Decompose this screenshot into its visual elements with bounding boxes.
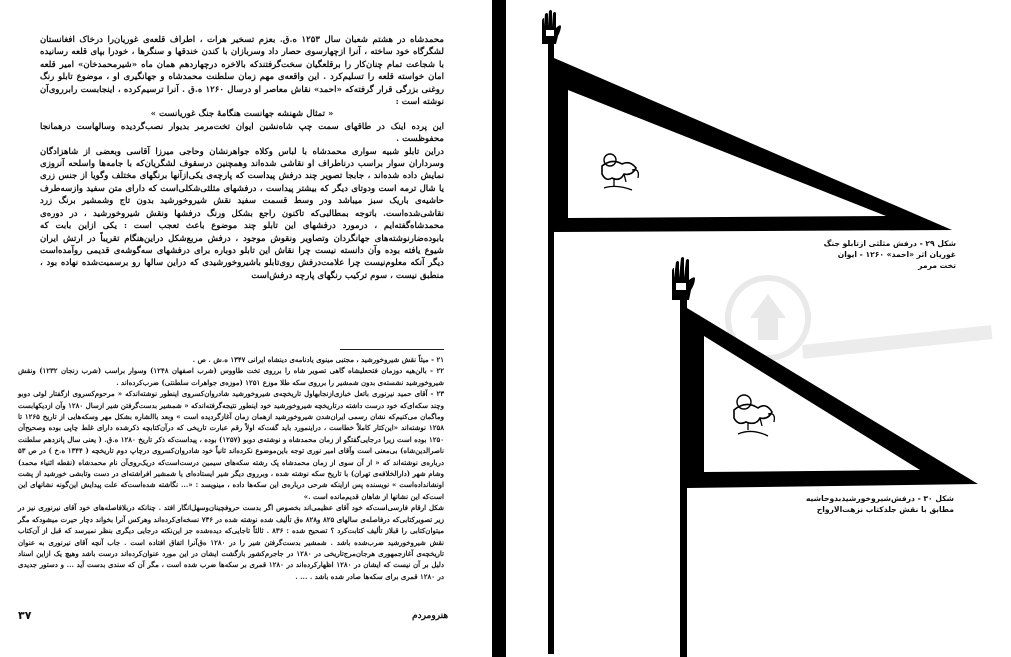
figure-caption-29 <box>806 238 956 271</box>
hand-finial-icon <box>542 10 561 44</box>
caption-line: شکل ۲۹ - درفش مثلثی ازتابلو جنگ <box>823 239 956 248</box>
footnotes <box>18 343 444 582</box>
caption-line: مطابق با نقش جلدکتاب نزهت‌الارواح <box>816 505 954 514</box>
flags-illustration <box>506 0 1011 657</box>
flag-triangular-29 <box>542 10 952 654</box>
flag-triangular-30 <box>672 257 978 657</box>
footnote: ۲۳ - آقای حمید نیرنوری باتعل خبازی‌ازنجابهاول تاریخچه‌ی شیروخورشید شادروان‌کسروی اینطور نوشته‌اندکه « مرحوم‌کسروی ازگفتار لوئی دوبو وچند سکه‌ای‌که خود درست داشته درتاریخچه شیروخورشید خود اینطور نتیجه‌گرفته‌اندکه « شمشیر بدست‌گرفتن شیر ازسال ۱۲۸۰ وآن ازدیکهابست وماگمان می‌کنیم‌که نشان رسمی ایران‌شدن شیروخورشید ازهمان زمان آغازگردیده است » وبعد باالشاره بشکل مهر وسکه‌هایی از تاریخ ۱۲۶۵ تا ۱۲۵۸ نوشته‌اند «این‌کتار کاملاً خطاست ، دراینمورد باید گفت‌که اولاً رقم عبارت تاریخی که درآن‌کتابچه ذکرشده دارای غلط چاپی بوده وصحیح‌آن ۱۲۵۰ بوده است زیرا درجایی‌گفتگو از زمان محمدشاه و نوشته‌ی دوبو (۱۲۵۷) بوده ، پیداست‌که ذکر تاریخ ۱۲۸۰ ه.ق. ( یعنی سال پانزدهم سلطنت ناصرالدین‌شاه) بی‌معنی است وآقای امیر نوری توجه باین‌موضوع نکرده‌اند ثانیاً خود شادروان‌کسروی درچاپ دوم تاریخچه ( ۱۳۴۴ ه.خ ) در ص ۵۳ درباره‌ی نوشته‌اند که « از آن سوی از زمان محمدشاه پک رشته سکه‌های سیمین درست‌است‌که دریک‌روی‌آن نام محمدشاه (نقطه اثنیاء محمد) وشام شهر (دارالخلافه‌ی تهران) با تاریخ سکه نوشته شده ، وبرروی دیگر شیر ایستاده‌ای یا شمشیر افراشته‌ای در دست وتابشی خورشید از پشت اونشانداده‌است » نویسنده پس ازاینکه شرحی درباره‌ی این سکه‌ها داده ، مینویسد : «... نگاشته شده‌است‌که علت پیدایش این‌گونه نشانهای این است‌که این نشانها از شاهان قدیم‌مانده است .» <box>18 389 444 501</box>
right-page <box>506 0 1011 657</box>
flag-pole <box>548 44 554 654</box>
figure-caption-30 <box>784 493 954 515</box>
hand-finial-icon <box>672 257 695 300</box>
running-head: هنرومردم <box>412 611 449 621</box>
paragraph: دراین تابلو شبیه سواری محمدشاه با لباس وکلاه جواهرنشان وحاجی میرزا آقاسی وبعضی از شاهزادگان وسرداران سوار براسب درناطر‌اف او نقاشی شده‌اند وهمچنین درسقوف لشگریان‌که با جامه‌ها واسلحه آنروزی نمایش داده شده‌اند ، جابجا تصویر چند درفش پیداست که پارچه‌ی یکی‌ازآنها برنگهای مختلف وگویا از جنس زری یا شال ترمه است ودوتای دیگر که بیشتر پیداست ، درفشهای مثلثی‌شکلی‌است که دارای متن سفید وازسه‌طرف حاشیه‌ی باریک سبز میباشد ودر وسط قسمت سفید نقش شیروخورشید بدون تاج وشمشیر برنگ زرد نقاشی‌شده‌است. باتوجه بمطالبی‌که تاکنون راجع بشکل ورنگ درفشها ونقش شیروخورشید ، در دوره‌ی محمدشاه‌گفته‌ایم ، درمورد درفشهای این تابلو چند موضوع باعث تعجب است : یکی ازاین بابت که بابوده‌ضارنوشته‌های جهانگردان وتصاویر ونقوش موجود ، درفش مربع‌شکل دراین‌هنگام تقریباً در ارتش ایران شیوع یافته بوده وآن دانسته نیست چرا نقاش این تابلو دوباره برای درفشهای سه‌گوشه‌ی قدیمی روآمده‌است دیگر آنکه معلوم‌نیست چرا علامت‌درفش روی‌تابلو باشیروخورشیدی که دراین سالها رو برسمیت‌شده نهاده بود ، منطبق نیست ، سوم ترکیب رنگهای پارچه درفش‌است <box>40 146 444 281</box>
left-page <box>0 0 490 657</box>
poem-quote: « تمثال شهنشه جهانست هنگامهٔ جنگ غوریانست » <box>150 109 334 120</box>
main-text <box>40 34 444 282</box>
paragraph: این پرده اینک در طاقهای سمت چپ شاه‌نشین ایوان تخت‌مرمر بدیوار نصب‌گردیده وسالهاست درهمانجا محفوظست . <box>40 121 444 145</box>
paragraph: محمدشاه در هشتم شعبان سال ۱۲۵۳ ه.ق. بعزم تسخیر هرات ، اطراف قلعه‌ی غوریان‌را درخاک افغانستان لشگرگاه خود ساخته ، آنرا ازچهارسوی حصار داد وسربازان با کندن خندقها و سنگرها ، خودرا بپای قلعه رسانیده با شجاعت تمام چنان‌کار را برقلعگیان سخت‌گرفتندکه بالاخره درچهاردهم همان ماه «شیرمحمدخان» امیر قلعه امان خواسته قلعه را تسلیم‌کرد . این واقعه‌ی مهم زمان سلطنت محمدشاه و جهانگیری او ، موضوع تابلو رنگ روغنی بزرگی قرار گرفته‌که «احمد» نقاش معاصر او درسال ۱۲۶۰ ه.ق . آنرا ترسیم‌کرده ، اینجابست رابرروی‌آن نوشته است : <box>40 35 444 108</box>
footnote-rule <box>340 349 444 350</box>
footnote: ۲۱ - میثاً نقش شیروخورشید ، مجتبی مینوی یادنامه‌ی دینشاه ایرانی ۱۳۴۷ ه.ش . ص . <box>192 355 444 364</box>
flag-field <box>568 90 886 218</box>
book-gutter <box>492 0 506 657</box>
page-number: ۳۷ <box>18 609 32 622</box>
caption-line: تخت مرمر <box>918 261 956 270</box>
footnote: ۲۲ - بالن‌هیه دوزمان فتحعلیشاه گاهی تصویر شاه را برروی تخت طاووس (شرب اصفهان ۱۲۴۸) وسوار براسب (شرب زنجان ۱۲۳۲) ونقش شیروخورشید نشسته‌ی بدون شمشیر را برروی سکه طلا موزع ۱۲۵۱ (موزه‌ی جواهرات سلطنتی) ضرب‌کرده‌اند . <box>18 366 444 387</box>
caption-line: شکل ۳۰ - درفش‌شیروخورشیدبدوحاشیه <box>805 494 954 503</box>
footnote: شکل ارقام فارسی‌است‌که خود آقای عظیمی‌اند بخصوص اگر بدست حروفچینان‌وسهل‌انگار افتد . چنانکه دربلافاصله‌های خود آقای نیرنوری نیز در زیر تصویرکتابی‌که درفاصله‌ی سالهای ۸۲۵ و۸۲۸ ه‌ق تألیف شده نوشته شده در ۷۳۶ نسخه‌ای‌کرده‌اند وهرکس آنرا بخواند دچار حیرت میشود‌که مگر میتوان‌کتابی را قبلاز تألیف کتابت‌کرد ؟ تصحیح شده : ۸۳۶ . ثالثاً تاجایی‌که دیده‌شده جز این‌نکته درجایی دیگری بنظر نمیرسد که قبل از آن‌کتاب نقش شیروخورشید ضرب‌شده باشد . شمشیر بدست‌گرفتن شیر را در ۱۲۸۰ ه‌ق‌آنرا اتفاق افتاده است . جاب ‌آنچه آقای نیرنوری به عنوان تاریخچه‌ی آغاز‌جمهوری هرجان‌مرج‌تاریخی در ۱۲۸۰ در جاجرم‌کشور بازگشت ایشان در این مورد عنوان‌کرده‌اند درست باشد وهیچ یک ازاین اسناد دلیل بر آن نیست که ایشان در ۱۲۸۰ اظهار‌کرده‌اند در ۱۲۸۰ قمری بر سکه‌ها ضرب ‌شده است ، مگر آن که سندی بدست آید ... و دستور جدیدی در ۱۲۸۰ قمری برای سکه‌ها صادر شده باشد . ... . <box>18 503 445 581</box>
flag-pole <box>680 300 687 657</box>
caption-line: غوریان اثر «احمد» ۱۲۶۰ - ایوان <box>837 250 956 259</box>
watermark-logo <box>728 278 992 359</box>
